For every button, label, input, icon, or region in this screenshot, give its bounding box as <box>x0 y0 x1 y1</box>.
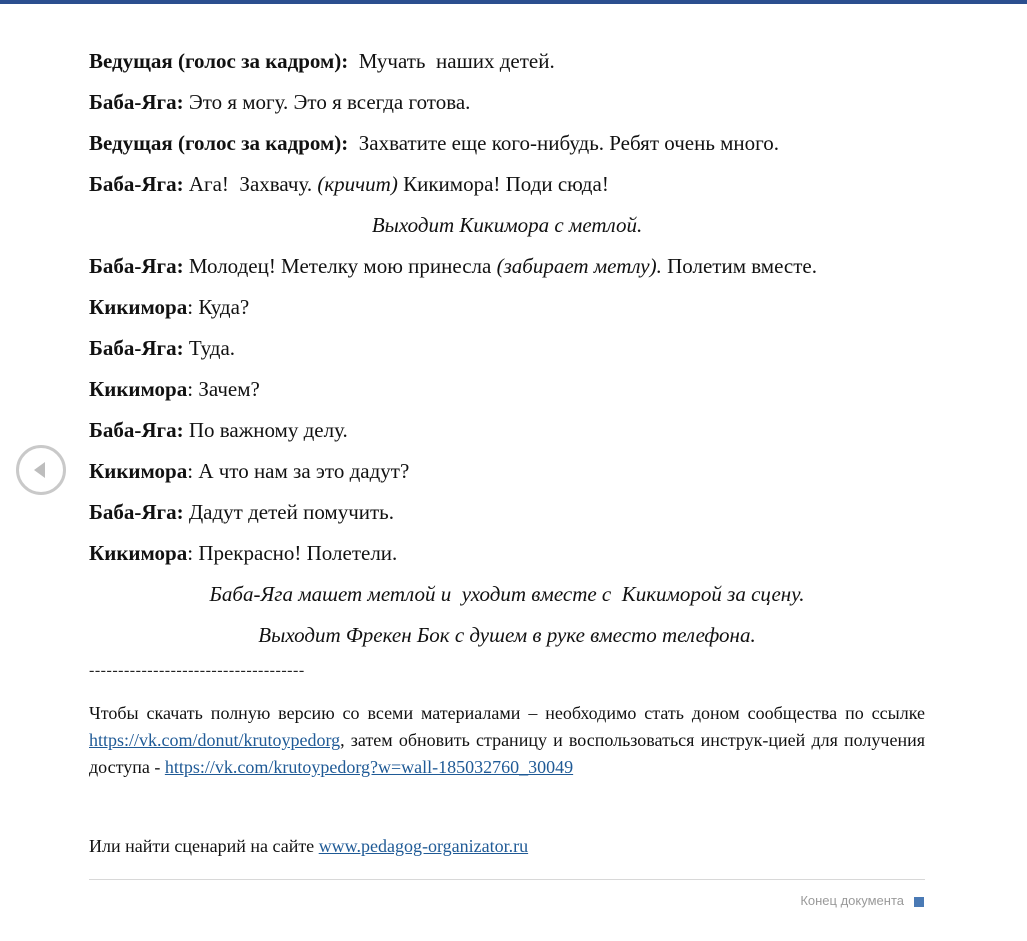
top-accent-bar <box>0 0 1027 4</box>
dialogue-line <box>89 130 925 156</box>
speaker-name: Баба-Яга: <box>89 418 184 442</box>
dialogue-line <box>89 417 925 443</box>
end-of-document-label: Конец документа <box>800 893 904 908</box>
separator-line: ------------------------------------- <box>89 662 305 679</box>
dialogue-line <box>89 48 925 74</box>
dialogue-text: Мучать наших детей. <box>348 49 555 73</box>
stage-direction-text: Баба-Яга машет метлой и уходит вместе с Кикиморой за сцену. <box>209 582 805 606</box>
dialogue-text: Захватите еще кого-нибудь. Ребят очень много. <box>348 131 780 155</box>
dialogue-line <box>89 89 925 115</box>
dialogue-line <box>89 294 925 320</box>
dialogue-text: : Зачем? <box>187 377 260 401</box>
speaker-name: Баба-Яга: <box>89 90 184 114</box>
download-note-text: Чтобы скачать полную версию со всеми материалами – необходимо стать доном сообщества по ссылке <box>89 703 925 723</box>
dialogue-line <box>89 540 925 566</box>
stage-direction-text: Выходит Кикимора с метлой. <box>371 213 643 237</box>
stage-direction <box>89 622 925 648</box>
dialogue-text: : Прекрасно! Полетели. <box>187 541 398 565</box>
site-note-text: Или найти сценарий на сайте <box>89 836 319 856</box>
dialogue-text: Молодец! Метелку мою принесла <box>183 254 497 278</box>
dialogue-text: : А что нам за это дадут? <box>187 459 410 483</box>
stage-direction-inline: (забирает метлу). <box>496 254 662 278</box>
stage-direction <box>89 212 925 238</box>
previous-page-button[interactable] <box>16 445 66 495</box>
download-note-text: , затем обновить страницу и воспользоваться инструк-цией для получения доступа - <box>89 730 925 777</box>
dialogue-text: Дадут детей помучить. <box>183 500 395 524</box>
speaker-name: Ведущая (голос за кадром): <box>89 49 349 73</box>
triangle-left-icon <box>19 448 63 492</box>
dialogue-text: По важному делу. <box>183 418 348 442</box>
download-note <box>89 700 925 781</box>
speaker-name: Баба-Яга: <box>89 500 184 524</box>
dialogue-line <box>89 253 925 279</box>
dialogue-text: : Куда? <box>187 295 250 319</box>
speaker-name: Кикимора <box>89 459 188 483</box>
dialogue-text: Кикимора! Поди сюда! <box>397 172 609 196</box>
speaker-name: Кикимора <box>89 295 188 319</box>
dialogue-text: Это я могу. Это я всегда готова. <box>183 90 471 114</box>
stage-direction <box>89 581 925 607</box>
speaker-name: Кикимора <box>89 541 188 565</box>
dialogue-line <box>89 499 925 525</box>
speaker-name: Кикимора <box>89 377 188 401</box>
dialogue-line <box>89 376 925 402</box>
donut-link[interactable]: https://vk.com/donut/krutoypedorg <box>89 730 341 750</box>
site-note <box>89 833 925 860</box>
speaker-name: Ведущая (голос за кадром): <box>89 131 349 155</box>
end-divider <box>89 879 925 880</box>
site-link[interactable]: www.pedagog-organizator.ru <box>318 836 529 856</box>
speaker-name: Баба-Яга: <box>89 336 184 360</box>
speaker-name: Баба-Яга: <box>89 254 184 278</box>
end-of-document-marker <box>914 897 924 907</box>
speaker-name: Баба-Яга: <box>89 172 184 196</box>
dialogue-line <box>89 458 925 484</box>
dialogue-line <box>89 171 925 197</box>
dialogue-text: Ага! Захвачу. <box>183 172 318 196</box>
stage-direction-text: Выходит Фрекен Бок с душем в руке вместо телефона. <box>258 623 756 647</box>
dialogue-text: Полетим вместе. <box>661 254 817 278</box>
stage-direction-inline: (кричит) <box>317 172 398 196</box>
dialogue-line <box>89 335 925 361</box>
wall-post-link[interactable]: https://vk.com/krutoypedorg?w=wall-185032760_30049 <box>164 757 574 777</box>
dialogue-text: Туда. <box>183 336 236 360</box>
